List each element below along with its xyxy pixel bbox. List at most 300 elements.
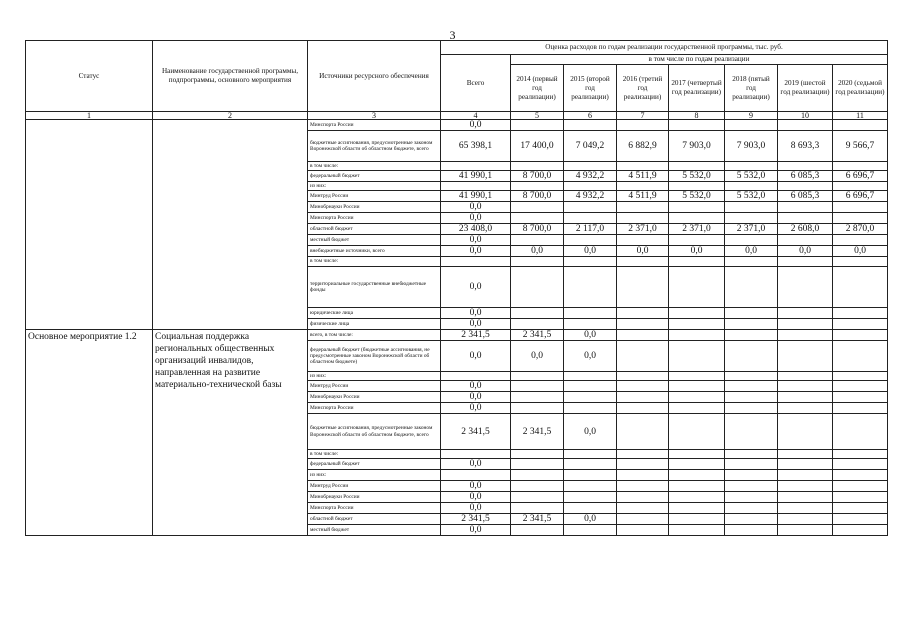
source-cell: местный бюджет	[308, 235, 441, 246]
year-value-cell	[617, 235, 669, 246]
column-number: 3	[308, 112, 441, 120]
source-cell: всего, в том числе:	[308, 330, 441, 341]
year-value-cell	[778, 403, 833, 414]
year-value-cell	[725, 319, 778, 330]
year-value-cell	[778, 470, 833, 481]
total-cell: 0,0	[441, 319, 511, 330]
header-year: 2020 (седьмой год реализации)	[833, 65, 888, 112]
year-value-cell	[833, 492, 888, 503]
source-cell: Минобрнауки России	[308, 202, 441, 213]
source-cell: бюджетные ассигнования, предусмотренные законом Воронежской области об областном бюджете, всего	[308, 414, 441, 450]
year-value-cell: 6 085,3	[778, 171, 833, 182]
year-value-cell	[669, 525, 725, 536]
total-cell: 2 341,5	[441, 414, 511, 450]
year-value-cell	[669, 182, 725, 191]
year-value-cell	[669, 481, 725, 492]
year-value-cell	[617, 414, 669, 450]
header-estimate: Оценка расходов по годам реализации государственной программы, тыс. руб.	[441, 41, 888, 55]
year-value-cell	[778, 450, 833, 459]
year-value-cell	[617, 525, 669, 536]
header-year: 2018 (пятый год реализации)	[725, 65, 778, 112]
year-value-cell	[725, 267, 778, 308]
year-value-cell	[833, 503, 888, 514]
year-value-cell	[725, 235, 778, 246]
year-value-cell	[778, 213, 833, 224]
year-value-cell	[617, 257, 669, 267]
year-value-cell	[669, 492, 725, 503]
year-value-cell: 5 532,0	[725, 171, 778, 182]
header-sources: Источники ресурсного обеспечения	[308, 41, 441, 112]
source-cell: Минобрнауки России	[308, 492, 441, 503]
year-value-cell	[833, 162, 888, 171]
year-value-cell: 2 608,0	[778, 224, 833, 235]
year-value-cell	[617, 202, 669, 213]
year-value-cell: 5 532,0	[669, 171, 725, 182]
year-value-cell: 7 903,0	[725, 131, 778, 162]
year-value-cell	[725, 202, 778, 213]
table-header	[26, 41, 888, 120]
header-year: 2016 (третий год реализации)	[617, 65, 669, 112]
year-value-cell	[564, 120, 617, 131]
year-value-cell	[778, 525, 833, 536]
year-value-cell	[564, 235, 617, 246]
year-value-cell	[617, 372, 669, 381]
year-value-cell	[511, 213, 564, 224]
year-value-cell	[833, 213, 888, 224]
year-value-cell: 4 932,2	[564, 191, 617, 202]
year-value-cell	[725, 257, 778, 267]
year-value-cell	[669, 235, 725, 246]
year-value-cell: 4 932,2	[564, 171, 617, 182]
year-value-cell: 9 566,7	[833, 131, 888, 162]
year-value-cell	[725, 341, 778, 372]
total-cell	[441, 470, 511, 481]
source-cell: в том числе:	[308, 162, 441, 171]
year-value-cell	[564, 503, 617, 514]
total-cell: 0,0	[441, 235, 511, 246]
year-value-cell	[778, 182, 833, 191]
year-value-cell	[564, 372, 617, 381]
source-cell: Минспорта России	[308, 403, 441, 414]
year-value-cell: 2 870,0	[833, 224, 888, 235]
year-value-cell	[833, 381, 888, 392]
year-value-cell	[617, 319, 669, 330]
year-value-cell	[617, 481, 669, 492]
year-value-cell	[778, 481, 833, 492]
column-number: 6	[564, 112, 617, 120]
year-value-cell	[833, 372, 888, 381]
total-cell: 0,0	[441, 481, 511, 492]
year-value-cell	[725, 308, 778, 319]
year-value-cell	[564, 182, 617, 191]
year-value-cell	[617, 381, 669, 392]
year-value-cell	[511, 267, 564, 308]
year-value-cell	[833, 202, 888, 213]
source-cell: юридические лица	[308, 308, 441, 319]
year-value-cell: 2 371,0	[617, 224, 669, 235]
total-cell: 0,0	[441, 503, 511, 514]
total-cell: 0,0	[441, 202, 511, 213]
year-value-cell: 7 049,2	[564, 131, 617, 162]
year-value-cell	[669, 213, 725, 224]
year-value-cell	[669, 319, 725, 330]
year-value-cell	[617, 470, 669, 481]
year-value-cell	[617, 492, 669, 503]
column-number: 11	[833, 112, 888, 120]
column-number: 2	[153, 112, 308, 120]
year-value-cell: 8 700,0	[511, 224, 564, 235]
year-value-cell	[833, 481, 888, 492]
year-value-cell	[778, 392, 833, 403]
year-value-cell	[725, 162, 778, 171]
year-value-cell	[511, 392, 564, 403]
source-cell: Минспорта России	[308, 213, 441, 224]
source-cell: из них:	[308, 182, 441, 191]
year-value-cell	[778, 202, 833, 213]
year-value-cell	[617, 341, 669, 372]
total-cell: 0,0	[441, 246, 511, 257]
year-value-cell	[725, 381, 778, 392]
column-number: 9	[725, 112, 778, 120]
year-value-cell	[564, 492, 617, 503]
year-value-cell	[725, 525, 778, 536]
source-cell: Минтруд России	[308, 381, 441, 392]
year-value-cell	[725, 372, 778, 381]
budget-table	[25, 40, 888, 536]
total-cell: 0,0	[441, 459, 511, 470]
year-value-cell	[564, 392, 617, 403]
total-cell: 0,0	[441, 492, 511, 503]
year-value-cell	[725, 403, 778, 414]
total-cell: 0,0	[441, 267, 511, 308]
source-cell: федеральный бюджет	[308, 459, 441, 470]
year-value-cell	[833, 319, 888, 330]
year-value-cell	[833, 450, 888, 459]
year-value-cell	[833, 308, 888, 319]
source-cell: из них:	[308, 372, 441, 381]
total-cell	[441, 162, 511, 171]
year-value-cell	[725, 481, 778, 492]
total-cell: 0,0	[441, 403, 511, 414]
year-value-cell	[564, 213, 617, 224]
source-cell: местный бюджет	[308, 525, 441, 536]
year-value-cell	[511, 182, 564, 191]
year-value-cell	[617, 392, 669, 403]
source-cell: Минтруд России	[308, 481, 441, 492]
year-value-cell: 4 511,9	[617, 171, 669, 182]
year-value-cell	[617, 267, 669, 308]
year-value-cell	[669, 514, 725, 525]
table-row	[26, 330, 888, 341]
column-number-row	[26, 112, 888, 120]
source-cell: федеральный бюджет (бюджетные ассигнования, не предусмотренные законом Воронежской области об областном бюджете)	[308, 341, 441, 372]
year-value-cell	[564, 257, 617, 267]
total-cell: 41 990,1	[441, 191, 511, 202]
year-value-cell	[511, 319, 564, 330]
total-cell: 65 398,1	[441, 131, 511, 162]
year-value-cell	[833, 459, 888, 470]
year-value-cell	[617, 503, 669, 514]
header-year: 2019 (шестой год реализации)	[778, 65, 833, 112]
year-value-cell	[669, 341, 725, 372]
column-number: 1	[26, 112, 153, 120]
year-value-cell	[725, 470, 778, 481]
source-cell: из них:	[308, 470, 441, 481]
year-value-cell	[725, 450, 778, 459]
year-value-cell	[669, 202, 725, 213]
year-value-cell	[778, 235, 833, 246]
year-value-cell	[725, 182, 778, 191]
year-value-cell	[511, 470, 564, 481]
year-value-cell	[564, 202, 617, 213]
source-cell: областной бюджет	[308, 514, 441, 525]
year-value-cell	[833, 235, 888, 246]
year-value-cell	[778, 414, 833, 450]
year-value-cell: 6 696,7	[833, 191, 888, 202]
year-value-cell: 8 700,0	[511, 191, 564, 202]
header-total: Всего	[441, 55, 511, 112]
year-value-cell	[564, 162, 617, 171]
year-value-cell	[778, 308, 833, 319]
year-value-cell	[564, 308, 617, 319]
year-value-cell	[511, 308, 564, 319]
year-value-cell	[669, 330, 725, 341]
year-value-cell	[778, 459, 833, 470]
year-value-cell	[778, 381, 833, 392]
year-value-cell	[778, 503, 833, 514]
year-value-cell	[669, 450, 725, 459]
year-value-cell	[511, 450, 564, 459]
header-by-years: в том числе по годам реализации	[511, 55, 888, 65]
year-value-cell	[564, 450, 617, 459]
total-cell: 0,0	[441, 381, 511, 392]
year-value-cell: 2 117,0	[564, 224, 617, 235]
total-cell: 0,0	[441, 525, 511, 536]
year-value-cell: 6 085,3	[778, 191, 833, 202]
total-cell: 41 990,1	[441, 171, 511, 182]
total-cell	[441, 257, 511, 267]
source-cell: областной бюджет	[308, 224, 441, 235]
year-value-cell: 8 700,0	[511, 171, 564, 182]
year-value-cell	[564, 381, 617, 392]
year-value-cell	[833, 257, 888, 267]
header-year: 2015 (второй год реализации)	[564, 65, 617, 112]
year-value-cell	[669, 392, 725, 403]
year-value-cell	[617, 162, 669, 171]
year-value-cell: 0,0	[564, 246, 617, 257]
column-number: 4	[441, 112, 511, 120]
year-value-cell	[669, 381, 725, 392]
year-value-cell: 0,0	[833, 246, 888, 257]
year-value-cell	[669, 257, 725, 267]
column-number: 5	[511, 112, 564, 120]
source-cell: в том числе:	[308, 257, 441, 267]
year-value-cell	[617, 182, 669, 191]
year-value-cell	[511, 120, 564, 131]
year-value-cell: 0,0	[511, 341, 564, 372]
year-value-cell	[617, 459, 669, 470]
header-status: Статус	[26, 41, 153, 112]
year-value-cell: 0,0	[511, 246, 564, 257]
column-number: 8	[669, 112, 725, 120]
year-value-cell	[778, 372, 833, 381]
year-value-cell	[564, 319, 617, 330]
year-value-cell: 5 532,0	[669, 191, 725, 202]
year-value-cell	[833, 414, 888, 450]
year-value-cell: 0,0	[564, 330, 617, 341]
year-value-cell: 2 371,0	[669, 224, 725, 235]
year-value-cell: 0,0	[564, 514, 617, 525]
header-name: Наименование государственной программы, подпрограммы, основного мероприятия	[153, 41, 308, 112]
year-value-cell: 8 693,3	[778, 131, 833, 162]
source-cell: Минспорта России	[308, 503, 441, 514]
total-cell	[441, 450, 511, 459]
total-cell: 0,0	[441, 120, 511, 131]
year-value-cell: 0,0	[778, 246, 833, 257]
source-cell: бюджетные ассигнования, предусмотренные законом Воронежской области об областном бюджете, всего	[308, 131, 441, 162]
year-value-cell	[725, 213, 778, 224]
status-cell: Основное мероприятие 1.2	[26, 330, 153, 536]
year-value-cell	[669, 372, 725, 381]
year-value-cell	[564, 481, 617, 492]
year-value-cell: 2 341,5	[511, 514, 564, 525]
year-value-cell: 17 400,0	[511, 131, 564, 162]
year-value-cell	[833, 525, 888, 536]
source-cell: федеральный бюджет	[308, 171, 441, 182]
year-value-cell	[617, 514, 669, 525]
year-value-cell	[778, 267, 833, 308]
year-value-cell	[564, 459, 617, 470]
year-value-cell: 4 511,9	[617, 191, 669, 202]
source-cell: физические лица	[308, 319, 441, 330]
year-value-cell	[725, 514, 778, 525]
year-value-cell	[511, 235, 564, 246]
program-name-cell: Социальная поддержка региональных общественных организаций инвалидов, направленная на развитие материально-технической базы	[153, 330, 308, 536]
total-cell	[441, 372, 511, 381]
year-value-cell	[669, 403, 725, 414]
year-value-cell	[564, 470, 617, 481]
year-value-cell	[511, 372, 564, 381]
column-number: 7	[617, 112, 669, 120]
year-value-cell	[669, 414, 725, 450]
year-value-cell	[564, 403, 617, 414]
year-value-cell	[564, 267, 617, 308]
header-year: 2017 (четвертый год реализации)	[669, 65, 725, 112]
year-value-cell	[725, 503, 778, 514]
year-value-cell: 0,0	[617, 246, 669, 257]
year-value-cell	[564, 525, 617, 536]
year-value-cell	[725, 392, 778, 403]
year-value-cell	[669, 470, 725, 481]
year-value-cell	[669, 267, 725, 308]
status-cell	[26, 120, 153, 330]
source-cell: Минспорта России	[308, 120, 441, 131]
source-cell: территориальные государственные внебюджетные фонды	[308, 267, 441, 308]
year-value-cell	[511, 503, 564, 514]
year-value-cell: 6 882,9	[617, 131, 669, 162]
year-value-cell: 5 532,0	[725, 191, 778, 202]
year-value-cell	[669, 459, 725, 470]
year-value-cell	[511, 202, 564, 213]
year-value-cell	[778, 330, 833, 341]
total-cell: 2 341,5	[441, 330, 511, 341]
page-number: 3	[449, 28, 456, 42]
year-value-cell	[725, 492, 778, 503]
year-value-cell: 0,0	[564, 341, 617, 372]
year-value-cell	[833, 341, 888, 372]
year-value-cell	[669, 503, 725, 514]
year-value-cell	[833, 392, 888, 403]
year-value-cell: 0,0	[564, 414, 617, 450]
year-value-cell	[617, 213, 669, 224]
total-cell: 2 341,5	[441, 514, 511, 525]
year-value-cell	[511, 481, 564, 492]
program-name-cell	[153, 120, 308, 330]
year-value-cell	[511, 459, 564, 470]
table-row	[26, 120, 888, 131]
total-cell: 0,0	[441, 213, 511, 224]
year-value-cell	[725, 120, 778, 131]
year-value-cell	[511, 525, 564, 536]
source-cell: в том числе:	[308, 450, 441, 459]
header-year: 2014 (первый год реализации)	[511, 65, 564, 112]
year-value-cell	[617, 330, 669, 341]
year-value-cell	[617, 403, 669, 414]
year-value-cell	[669, 308, 725, 319]
year-value-cell	[833, 330, 888, 341]
year-value-cell	[617, 450, 669, 459]
year-value-cell	[617, 120, 669, 131]
year-value-cell	[669, 162, 725, 171]
year-value-cell	[511, 403, 564, 414]
total-cell: 0,0	[441, 341, 511, 372]
year-value-cell	[778, 162, 833, 171]
year-value-cell	[778, 492, 833, 503]
year-value-cell: 0,0	[669, 246, 725, 257]
table-body	[26, 120, 888, 536]
year-value-cell: 0,0	[725, 246, 778, 257]
year-value-cell	[617, 308, 669, 319]
year-value-cell	[778, 514, 833, 525]
year-value-cell	[778, 120, 833, 131]
year-value-cell	[778, 257, 833, 267]
year-value-cell	[778, 341, 833, 372]
year-value-cell	[778, 319, 833, 330]
column-number: 10	[778, 112, 833, 120]
year-value-cell: 2 371,0	[725, 224, 778, 235]
year-value-cell	[511, 257, 564, 267]
year-value-cell	[833, 514, 888, 525]
total-cell	[441, 182, 511, 191]
year-value-cell	[511, 162, 564, 171]
year-value-cell	[511, 381, 564, 392]
source-cell: Минтруд России	[308, 191, 441, 202]
total-cell: 23 408,0	[441, 224, 511, 235]
year-value-cell	[511, 492, 564, 503]
year-value-cell: 7 903,0	[669, 131, 725, 162]
year-value-cell: 2 341,5	[511, 330, 564, 341]
year-value-cell	[725, 459, 778, 470]
year-value-cell: 6 696,7	[833, 171, 888, 182]
year-value-cell	[725, 330, 778, 341]
year-value-cell	[833, 403, 888, 414]
year-value-cell: 2 341,5	[511, 414, 564, 450]
year-value-cell	[833, 120, 888, 131]
year-value-cell	[833, 267, 888, 308]
total-cell: 0,0	[441, 392, 511, 403]
year-value-cell	[725, 414, 778, 450]
year-value-cell	[833, 182, 888, 191]
